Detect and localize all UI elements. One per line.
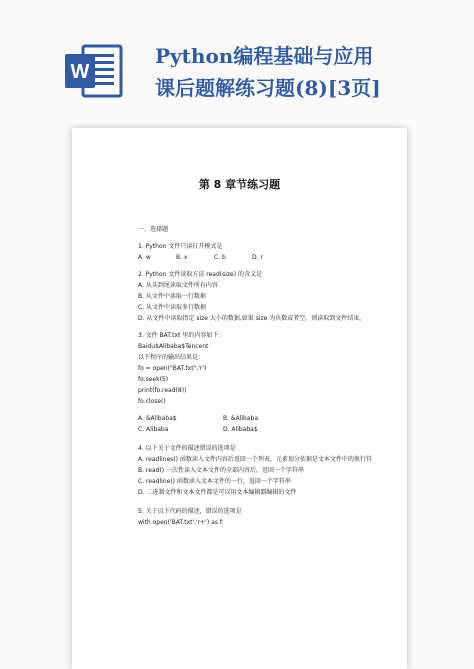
option: C. readline() 函数读入文本文件的一行，返回一个字符串 xyxy=(138,478,291,485)
question-3-prompt: 以下程序的输出结果是： xyxy=(138,354,205,361)
word-document-icon xyxy=(63,40,125,102)
document-body xyxy=(138,224,388,528)
question-3-options-row-2 xyxy=(138,424,388,435)
question-2: 2. Python 文件读取方法 read(size) 的含义是 xyxy=(138,271,262,278)
question-3-options-row-1 xyxy=(138,413,388,424)
option: B. 从文件中读取一行数据 xyxy=(138,293,206,300)
code-line: with open('BAT.txt','r+') as f: xyxy=(138,519,224,526)
option: B. x xyxy=(176,254,188,261)
option: D. r xyxy=(252,254,263,261)
question-3: 3. 文件 BAT.txt 里的内容如下： xyxy=(138,332,225,339)
question-5: 5. 关于以下代码的描述，错误的选项是 xyxy=(138,508,242,515)
option: D. 二进制文件和文本文件都是可以用文本编辑器编辑的文件 xyxy=(138,489,297,496)
question-1-options xyxy=(138,252,388,263)
option: A. w xyxy=(138,254,151,261)
option: B. &Alibaba xyxy=(223,415,259,422)
option: A. readlines() 函数读入文件内容后返回一个列表，元素划分依据是文本文件中的换行符 xyxy=(138,456,372,463)
title-line-1: Python编程基础与应用 xyxy=(155,44,374,68)
file-content: Baidu$Alibaba$Tencent xyxy=(138,343,209,350)
option: B. read() 一次性读入文本文件的全部内容后，返回一个字符串 xyxy=(138,467,305,474)
section-heading: 一、选择题 xyxy=(138,226,169,233)
code-line: fo = open("BAT.txt",'r') xyxy=(138,365,207,372)
question-4: 4. 以下关于文件的描述错误的选项是 xyxy=(138,445,236,452)
option: C. 从文件中读取多行数据 xyxy=(138,304,207,311)
document-page xyxy=(72,128,407,669)
svg-text:W: W xyxy=(70,61,90,83)
option: C. Alibaba xyxy=(138,426,169,433)
option: A. &Alibaba$ xyxy=(138,415,177,422)
page-title xyxy=(155,40,455,104)
option: D. 从文件中读取指定 size 大小的数据,如果 size 为负数或者空，则读取到文件结束。 xyxy=(138,315,366,322)
option: C. b xyxy=(214,254,226,261)
title-line-2: 课后题解练习题(8)[3页] xyxy=(155,76,381,100)
code-line: fo.close() xyxy=(138,398,166,405)
option: D. Alibaba$ xyxy=(223,426,258,433)
code-line: print(fo.read(8)) xyxy=(138,387,187,394)
option: A. 从头到尾读取文件所有内容 xyxy=(138,282,218,289)
code-line: fo.seek(5) xyxy=(138,376,169,383)
header-banner xyxy=(0,0,474,120)
document-title: 第 8 章节练习题 xyxy=(198,178,281,191)
question-1: 1. Python 文件只读打开模式是 xyxy=(138,243,223,250)
